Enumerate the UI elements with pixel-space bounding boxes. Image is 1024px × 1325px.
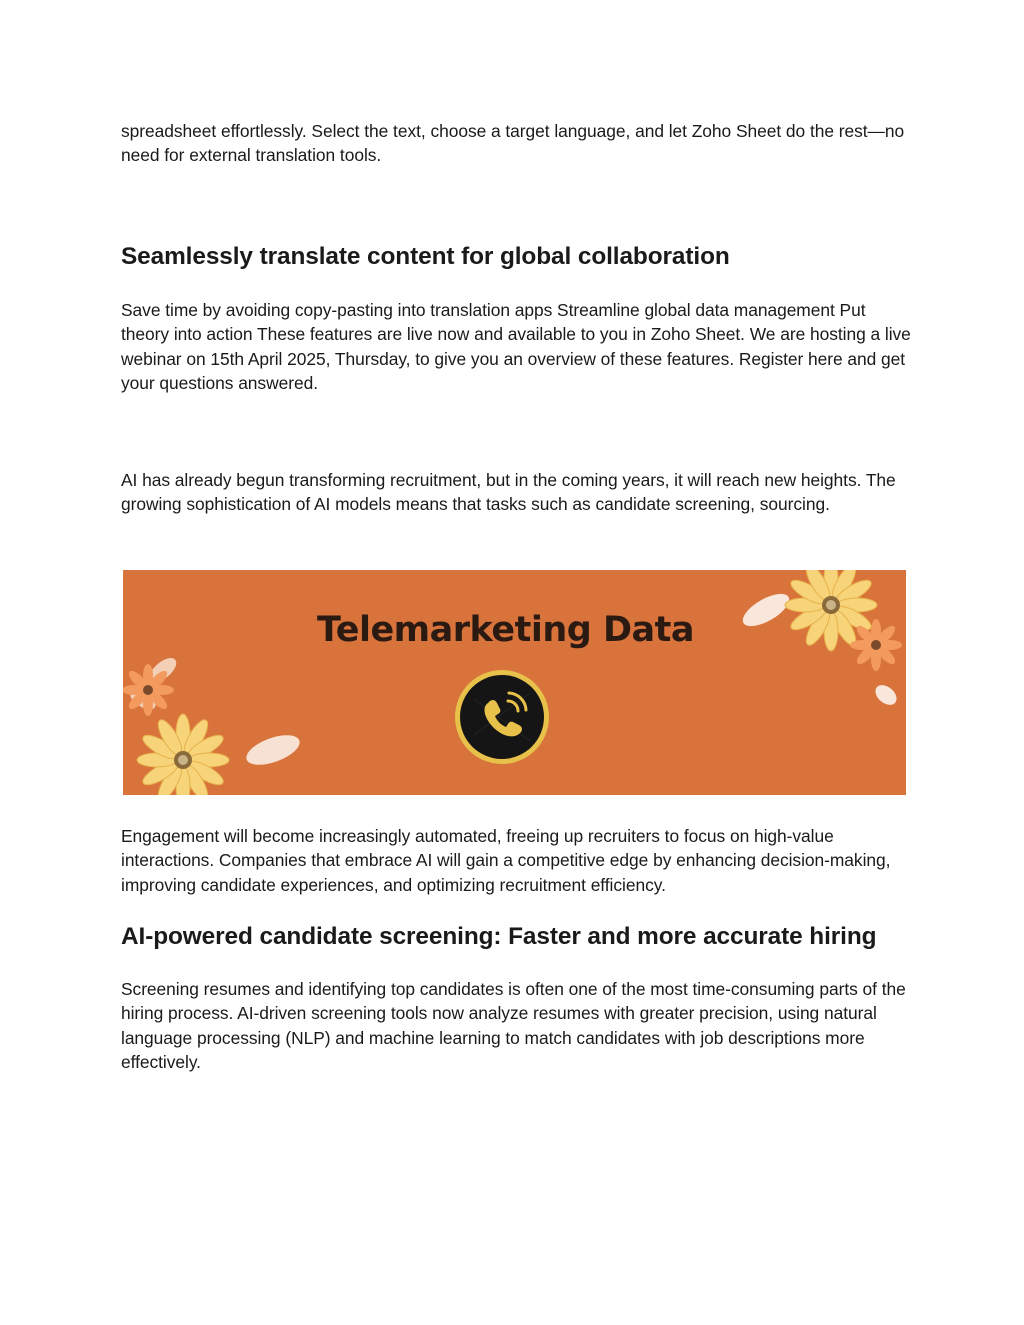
telemarketing-banner-image — [123, 570, 906, 795]
banner-title: Telemarketing Data — [316, 610, 695, 650]
paragraph-engagement: Engagement will become increasingly automated, freeing up recruiters to focus on high-value interactions. Companies that embrace AI will gain a competitive edge by enhancing decision-making, improving candidate experiences, and optimizing recruitment efficiency. — [121, 826, 891, 895]
phone-icon — [454, 669, 550, 765]
paragraph-translate-body: Save time by avoiding copy-pasting into translation apps Streamline global data management Put theory into action These features are live now and available to you in Zoho Sheet. We are hosting a live webinar on 15th April 2025, Thursday, to give you an overview of these features. Register here and get your questions answered. — [121, 300, 911, 393]
heading-translate: Seamlessly translate content for global collaboration — [121, 243, 730, 270]
paragraph-intro-continued: spreadsheet effortlessly. Select the text, choose a target language, and let Zoho Sheet do the rest—no need for external translation tools. — [121, 121, 905, 166]
paragraph-ai-recruitment: AI has already begun transforming recruitment, but in the coming years, it will reach new heights. The growing sophistication of AI models means that tasks such as candidate screening, sourcing. — [121, 470, 896, 515]
paragraph-screening: Screening resumes and identifying top candidates is often one of the most time-consuming parts of the hiring process. AI-driven screening tools now analyze resumes with greater precision, using natural language processing (NLP) and machine learning to match candidates with job descriptions more effectively. — [121, 979, 906, 1072]
heading-screening: AI-powered candidate screening: Faster and more accurate hiring — [121, 923, 877, 950]
flower-decoration-left-icon — [123, 630, 313, 795]
